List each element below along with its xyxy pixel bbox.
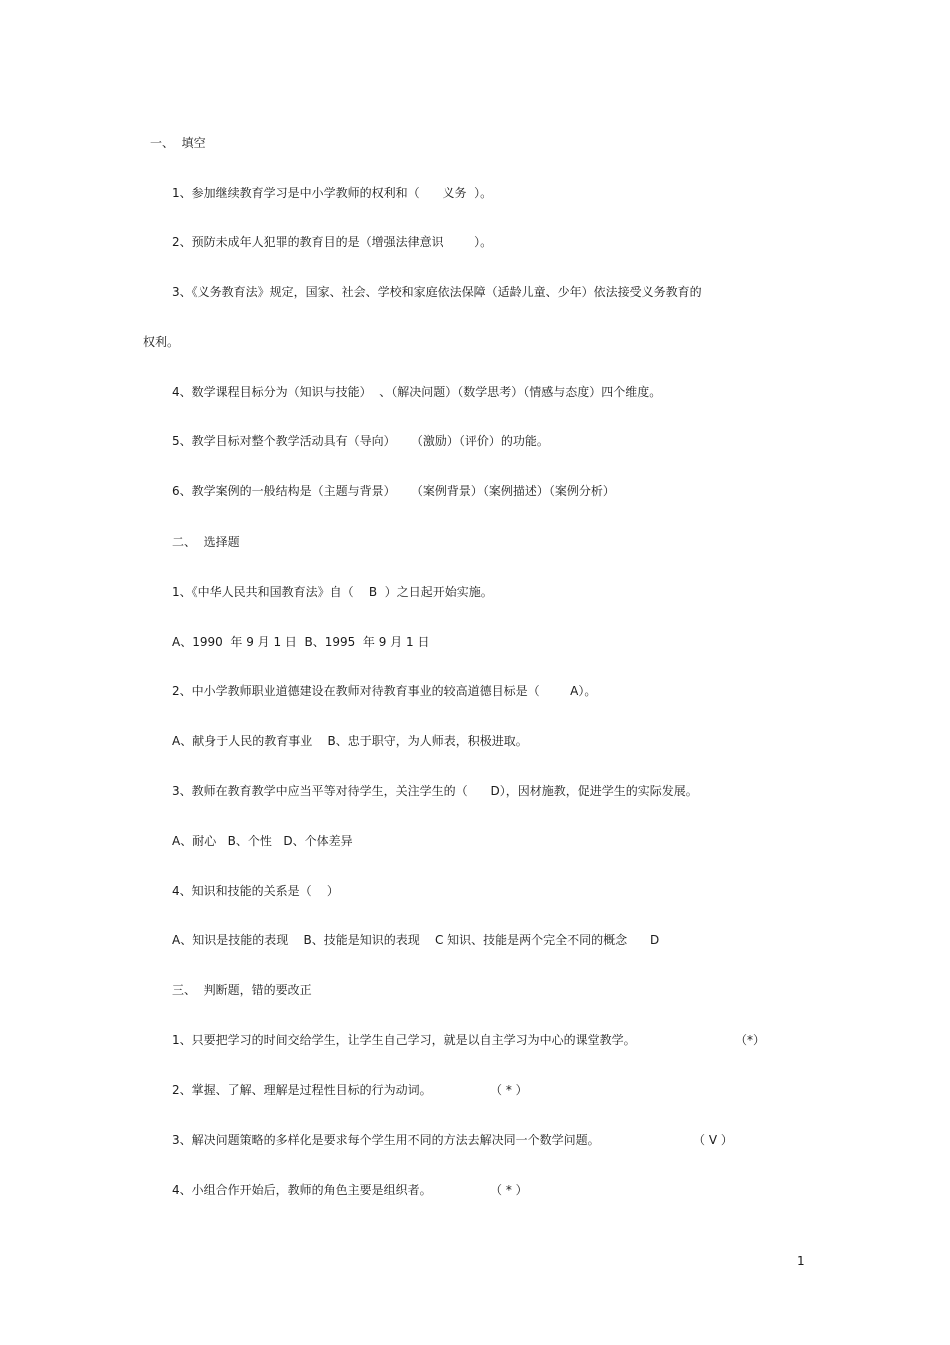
judge-answer-2: （ * ） [490, 1083, 528, 1097]
fill-blank-item-2: 2、预防未成年人犯罪的教育目的是（增强法律意识 ）。 [172, 235, 493, 249]
section-heading-judge: 三、 判断题，错的要改正 [172, 983, 312, 997]
judge-item-4: 4、小组合作开始后，教师的角色主要是组织者。 [172, 1183, 432, 1197]
choice-options-1: A、1990 年 9 月 1 日 B、1995 年 9 月 1 日 [172, 635, 430, 649]
judge-answer-1: （*） [735, 1033, 766, 1047]
judge-answer-3: （ V ） [693, 1133, 733, 1147]
fill-blank-item-6: 6、教学案例的一般结构是（主题与背景） （案例背景）（案例描述）（案例分析） [172, 484, 615, 498]
choice-question-2: 2、中小学教师职业道德建设在教师对待教育事业的较高道德目标是（ A）。 [172, 684, 597, 698]
fill-blank-item-1: 1、参加继续教育学习是中小学教师的权利和（ 义务 ）。 [172, 186, 493, 200]
judge-item-3: 3、解决问题策略的多样化是要求每个学生用不同的方法去解决同一个数学问题。 [172, 1133, 600, 1147]
choice-options-3: A、耐心 B、个性 D、个体差异 [172, 834, 353, 848]
choice-question-3: 3、教师在教育教学中应当平等对待学生，关注学生的（ D），因材施教，促进学生的实际发展。 [172, 784, 698, 798]
judge-item-1: 1、只要把学习的时间交给学生，让学生自己学习，就是以自主学习为中心的课堂教学。 [172, 1033, 636, 1047]
page-number: 1 [797, 1254, 805, 1268]
section-heading-fill-blank: 一、 填空 [150, 136, 206, 150]
judge-item-2: 2、掌握、了解、理解是过程性目标的行为动词。 [172, 1083, 432, 1097]
fill-blank-item-5: 5、教学目标对整个教学活动具有（导向） （激励）（评价）的功能。 [172, 434, 549, 448]
fill-blank-item-3: 3、《义务教育法》规定，国家、社会、学校和家庭依法保障（适龄儿童、少年）依法接受义务教育的 [172, 285, 702, 299]
choice-options-4: A、知识是技能的表现 B、技能是知识的表现 C 知识、技能是两个完全不同的概念 D [172, 933, 660, 947]
choice-options-2: A、献身于人民的教育事业 B、忠于职守，为人师表，积极进取。 [172, 734, 528, 748]
fill-blank-item-4: 4、数学课程目标分为（知识与技能） 、（解决问题）（数学思考）（情感与态度）四个维度。 [172, 385, 662, 399]
choice-question-1: 1、《中华人民共和国教育法》自（ B ）之日起开始实施。 [172, 585, 493, 599]
fill-blank-item-3-continued: 权利。 [143, 335, 180, 349]
choice-question-4: 4、知识和技能的关系是（ ） [172, 884, 339, 898]
judge-answer-4: （ * ） [490, 1183, 528, 1197]
section-heading-choice: 二、 选择题 [172, 535, 240, 549]
